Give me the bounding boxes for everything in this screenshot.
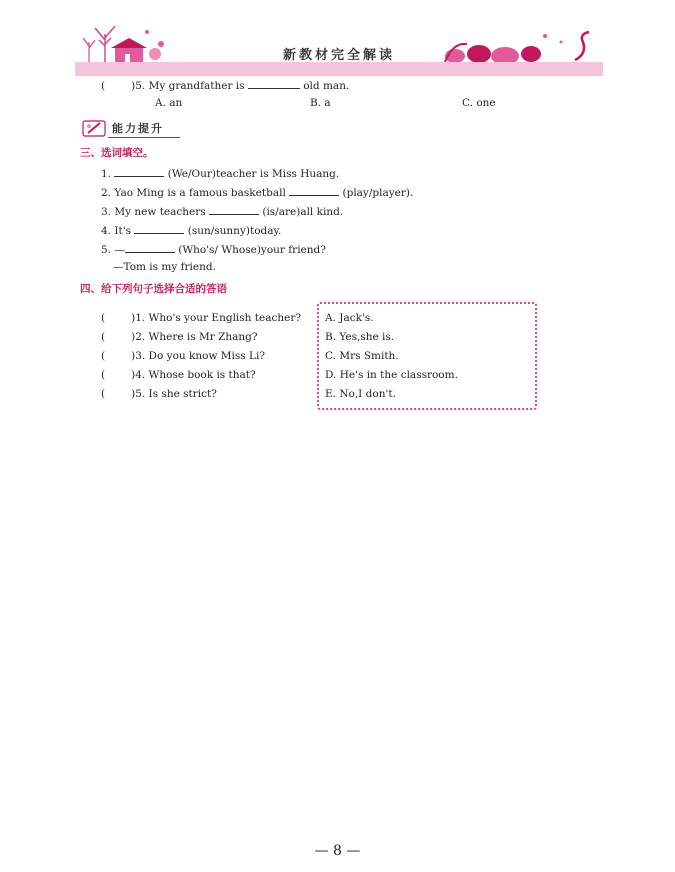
paren-open: ( (101, 80, 106, 92)
fill-blank[interactable] (114, 166, 164, 177)
section3-item: 2. Yao Ming is a famous basketball (play/player). (101, 187, 414, 199)
fill-blank[interactable] (134, 223, 184, 234)
fill-blank[interactable] (125, 242, 175, 253)
match-question: ( )1. Who's your English teacher? (101, 312, 301, 324)
match-question: ( )4. Whose book is that? (101, 369, 256, 381)
question-text-before: My grandfather is (148, 80, 245, 92)
option-a: A. an (155, 97, 183, 109)
section4-title: 四、给下列句子选择合适的答语 (80, 283, 227, 295)
answer-option: D. He's in the classroom. (325, 369, 458, 381)
match-question: ( )3. Do you know Miss Li? (101, 350, 265, 362)
answer-option: E. No,I don't. (325, 388, 396, 400)
paren-close: ) (131, 80, 136, 92)
page-header (75, 14, 603, 76)
match-question: ( )5. Is she strict? (101, 388, 217, 400)
answer-option: B. Yes,she is. (325, 331, 395, 343)
page-number: — 8 — (314, 843, 361, 859)
fill-blank[interactable] (209, 204, 259, 215)
section3-reply: —Tom is my friend. (113, 261, 216, 273)
section3-item: 1. (We/Our)teacher is Miss Huang. (101, 168, 340, 180)
answer-option: A. Jack's. (325, 312, 374, 324)
ability-underline (108, 137, 180, 138)
pencil-icon (80, 117, 110, 139)
option-c: C. one (462, 97, 496, 109)
option-b: B. a (310, 97, 331, 109)
top-question (101, 78, 349, 92)
ability-heading (80, 117, 180, 139)
section3-title: 三、选词填空。 (80, 147, 154, 159)
answer-blank[interactable] (248, 78, 300, 89)
section3-item: 4. It's (sun/sunny)today. (101, 225, 282, 237)
ability-label: 能力提升 (112, 122, 164, 135)
answer-option: C. Mrs Smith. (325, 350, 399, 362)
question-number: 5. (135, 80, 146, 92)
section3-item: 3. My new teachers (is/are)all kind. (101, 206, 344, 218)
fill-blank[interactable] (289, 185, 339, 196)
match-question: ( )2. Where is Mr Zhang? (101, 331, 258, 343)
header-band (75, 62, 603, 76)
question-text-after: old man. (303, 80, 350, 92)
section3-item: 5. — (Who's/ Whose)your friend? (101, 244, 326, 256)
header-title: 新教材完全解读 (282, 48, 395, 63)
